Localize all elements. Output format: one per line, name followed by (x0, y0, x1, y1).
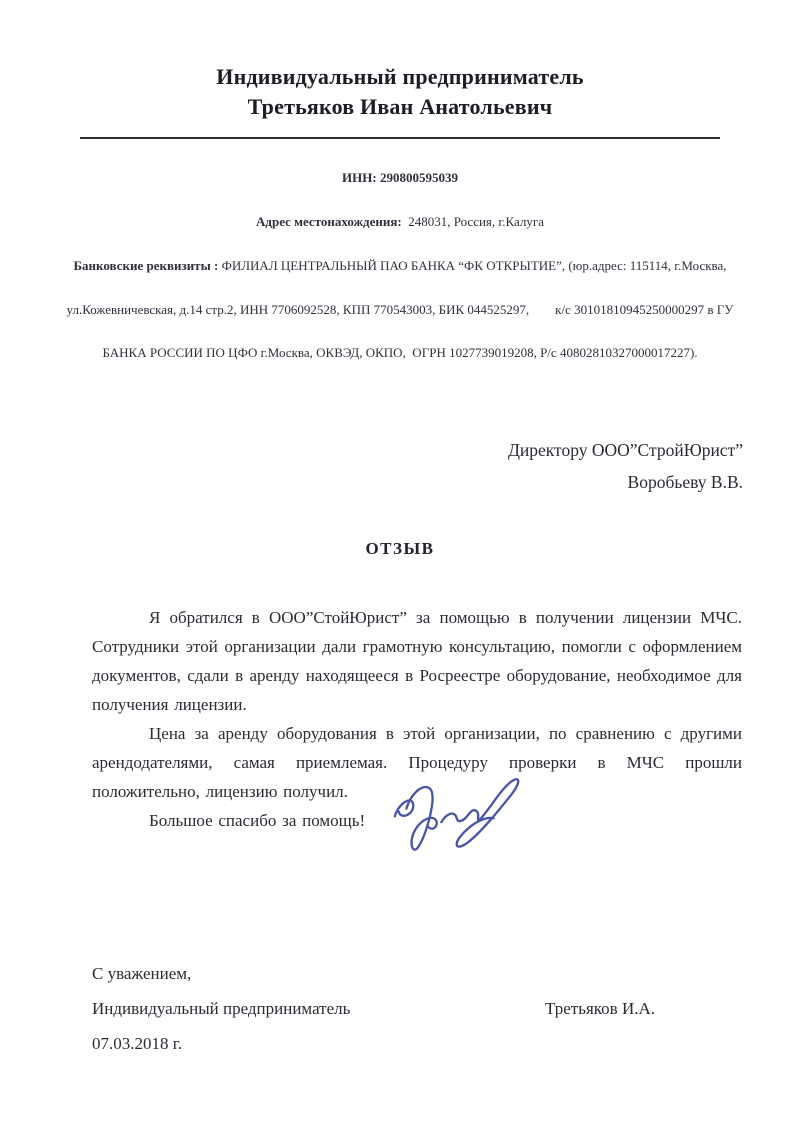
recipient-block (0, 434, 800, 498)
bank-requisites-line-2: ул.Кожевничевская, д.14 стр.2, ИНН 7706092528, КПП 770543003, БИК 044525297, к/с 30101810945250000297 в ГУ (66, 301, 734, 317)
inn-value: ИНН: 290800595039 (342, 170, 458, 186)
letterhead-title-line-1: Индивидуальный предприниматель (216, 64, 584, 89)
signature-ink-stroke-2 (406, 787, 436, 850)
signature-role-row (92, 994, 742, 1023)
address-value: 248031, Россия, г.Калуга (408, 213, 544, 229)
signature-ink-stroke-1 (395, 800, 413, 816)
bank-requisites-line-3: БАНКА РОССИИ ПО ЦФО г.Москва, ОКВЭД, ОКПО, ОГРН 1027739019208, Р/с 40802810327000017227). (102, 345, 698, 361)
letterhead (0, 62, 800, 122)
signature-ink-stroke-3 (441, 779, 518, 846)
signature-block (0, 959, 800, 1058)
recipient-name: Воробьеву В.В. (627, 472, 743, 493)
signature-date: 07.03.2018 г. (92, 1034, 183, 1054)
paragraph-2: Цена за аренду оборудования в этой организации, по сравнению с другими арендодателями, самая приемлемая. Процедуру проверки в МЧС прошли положительно, лицензию получил. (92, 724, 742, 802)
bank-label: Банковские реквизиты : (73, 257, 222, 273)
recipient-title: Директору ООО”СтройЮрист” (507, 440, 743, 461)
signature-role: Индивидуальный предприниматель (92, 999, 351, 1019)
bank-line-1-value: ФИЛИАЛ ЦЕНТРАЛЬНЫЙ ПАО БАНКА “ФК ОТКРЫТИЕ”, (юр.адрес: 115114, г.Москва, (221, 257, 727, 273)
paragraph-3: Большое спасибо за помощь! (149, 811, 366, 831)
bank-requisites-line-1 (0, 259, 800, 274)
inn-line (0, 171, 800, 186)
letterhead-title-line-2: Третьяков Иван Анатольевич (247, 94, 553, 119)
review-heading: ОТЗЫВ (365, 539, 435, 559)
signature-ink (383, 766, 548, 858)
paragraph-1: Я обратился в ООО”СтойЮрист” за помощью в получении лицензии МЧС. Сотрудники этой организации дали грамотную консультацию, помогли с оформлением документов, сдали в аренду находящееся в Росреестре оборудование, необходимое для получения лицензии. (92, 608, 742, 715)
address-label: Адрес местонахождения: (256, 213, 409, 229)
address-line (0, 215, 800, 230)
divider-rule (80, 137, 720, 139)
requisites-block (0, 142, 800, 390)
signature-closing: С уважением, (92, 964, 192, 984)
signature-name: Третьяков И.А. (545, 999, 656, 1019)
